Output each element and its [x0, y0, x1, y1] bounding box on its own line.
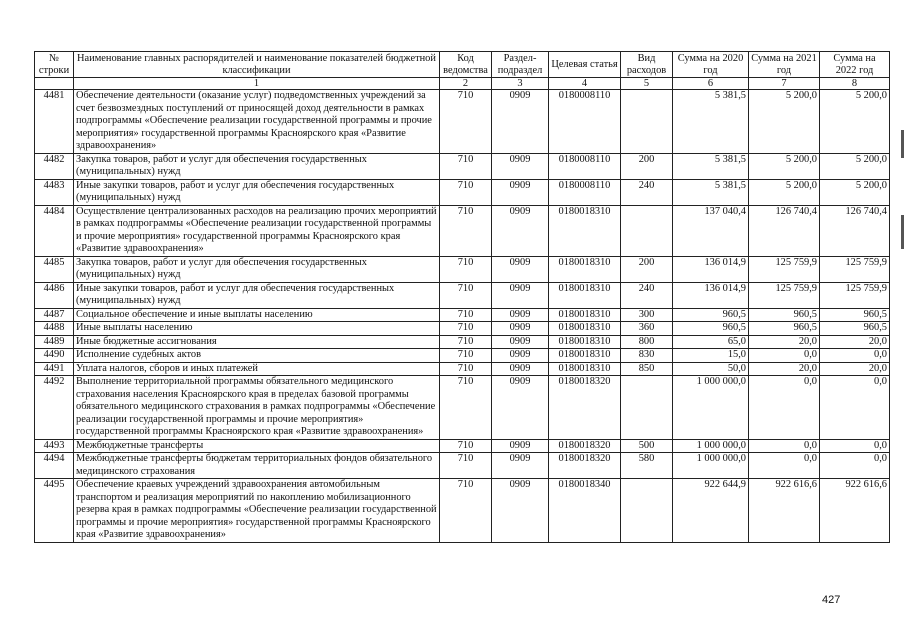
sum-2020: 5 381,5: [673, 90, 749, 154]
sum-2020: 1 000 000,0: [673, 439, 749, 453]
department-code: 710: [440, 282, 492, 308]
sum-2022: 0,0: [820, 453, 890, 479]
target-item: 0180008110: [549, 179, 621, 205]
sum-2020: 50,0: [673, 362, 749, 376]
header-expense-type: Вид расходов: [621, 52, 673, 78]
row-name: Межбюджетные трансферты: [74, 439, 440, 453]
sum-2022: 5 200,0: [820, 153, 890, 179]
sum-2021: 922 616,6: [749, 479, 820, 543]
sum-2021: 126 740,4: [749, 205, 820, 256]
header-department-code: Код ведомства: [440, 52, 492, 78]
expense-type: 300: [621, 308, 673, 322]
row-name: Уплата налогов, сборов и иных платежей: [74, 362, 440, 376]
section-code: 0909: [492, 322, 549, 336]
expense-type: 830: [621, 349, 673, 363]
row-number: 4495: [35, 479, 74, 543]
row-name: Осуществление централизованных расходов на реализацию прочих мероприятий в рамках подпрограммы «Обеспечение реализации государственной программы и прочие мероприятия» государственной программы Красноярского края «Развитие здравоохранения»: [74, 205, 440, 256]
target-item: 0180018310: [549, 282, 621, 308]
target-item: 0180008110: [549, 90, 621, 154]
sum-2021: 0,0: [749, 349, 820, 363]
target-item: 0180018320: [549, 376, 621, 440]
row-number: 4486: [35, 282, 74, 308]
sum-2021: 20,0: [749, 362, 820, 376]
row-name: Социальное обеспечение и иные выплаты населению: [74, 308, 440, 322]
expense-type: 500: [621, 439, 673, 453]
row-number: 4491: [35, 362, 74, 376]
row-name: Обеспечение краевых учреждений здравоохранения автомобильным транспортом и реализация мероприятий по накоплению мобилизационного резерва края в рамках подпрограммы «Обеспечение реализации государственной программы и прочие мероприятия» государственной программы Красноярского края «Развитие здравоохранения»: [74, 479, 440, 543]
department-code: 710: [440, 322, 492, 336]
target-item: 0180018320: [549, 453, 621, 479]
expense-type: 240: [621, 282, 673, 308]
sum-2020: 1 000 000,0: [673, 376, 749, 440]
sum-2020: 922 644,9: [673, 479, 749, 543]
column-number: 3: [492, 78, 549, 90]
target-item: 0180018310: [549, 256, 621, 282]
section-code: 0909: [492, 179, 549, 205]
section-code: 0909: [492, 376, 549, 440]
row-name: Обеспечение деятельности (оказание услуг) подведомственных учреждений за счет безвозмездных поступлений от приносящей доход деятельности в рамках подпрограммы «Обеспечение реализации государственной программы и прочие мероприятия» государственной программы Красноярского края «Развитие здравоохранения»: [74, 90, 440, 154]
table-row: [35, 349, 890, 363]
department-code: 710: [440, 335, 492, 349]
sum-2020: 137 040,4: [673, 205, 749, 256]
target-item: 0180018320: [549, 439, 621, 453]
row-number: 4485: [35, 256, 74, 282]
department-code: 710: [440, 90, 492, 154]
section-code: 0909: [492, 439, 549, 453]
table-row: [35, 322, 890, 336]
row-name: Выполнение территориальной программы обязательного медицинского страхования населения Красноярского края в пределах базовой программы обязательного медицинского страхования в рамках подпрограммы «Обеспечение реализации государственной программы и прочие мероприятия» государственной программы Красноярского края «Развитие здравоохранения»: [74, 376, 440, 440]
sum-2022: 960,5: [820, 322, 890, 336]
section-code: 0909: [492, 282, 549, 308]
sum-2020: 960,5: [673, 322, 749, 336]
section-code: 0909: [492, 362, 549, 376]
sum-2022: 0,0: [820, 376, 890, 440]
department-code: 710: [440, 349, 492, 363]
row-number: 4493: [35, 439, 74, 453]
row-name: Иные закупки товаров, работ и услуг для обеспечения государственных (муниципальных) нужд: [74, 179, 440, 205]
header-sum-2021: Сумма на 2021 год: [749, 52, 820, 78]
row-number: 4481: [35, 90, 74, 154]
row-number: 4489: [35, 335, 74, 349]
expense-type: [621, 376, 673, 440]
section-code: 0909: [492, 256, 549, 282]
section-code: 0909: [492, 479, 549, 543]
sum-2022: 922 616,6: [820, 479, 890, 543]
header-row: [35, 52, 890, 78]
sum-2022: 125 759,9: [820, 282, 890, 308]
table-row: [35, 282, 890, 308]
column-number-row: [35, 78, 890, 90]
target-item: 0180018310: [549, 335, 621, 349]
section-code: 0909: [492, 335, 549, 349]
table-row: [35, 308, 890, 322]
sum-2020: 136 014,9: [673, 256, 749, 282]
row-name: Исполнение судебных актов: [74, 349, 440, 363]
sum-2021: 5 200,0: [749, 90, 820, 154]
sum-2022: 5 200,0: [820, 90, 890, 154]
column-number: [35, 78, 74, 90]
row-name: Иные закупки товаров, работ и услуг для обеспечения государственных (муниципальных) нужд: [74, 282, 440, 308]
sum-2020: 5 381,5: [673, 179, 749, 205]
expense-type: 200: [621, 256, 673, 282]
sum-2021: 20,0: [749, 335, 820, 349]
row-number: 4487: [35, 308, 74, 322]
column-number: 1: [74, 78, 440, 90]
expense-type: 360: [621, 322, 673, 336]
sum-2022: 5 200,0: [820, 179, 890, 205]
table-row: [35, 256, 890, 282]
column-number: 8: [820, 78, 890, 90]
department-code: 710: [440, 308, 492, 322]
target-item: 0180008110: [549, 153, 621, 179]
header-section: Раздел-подраздел: [492, 52, 549, 78]
target-item: 0180018310: [549, 349, 621, 363]
row-number: 4488: [35, 322, 74, 336]
row-number: 4494: [35, 453, 74, 479]
table-body: [35, 90, 890, 543]
sum-2021: 5 200,0: [749, 153, 820, 179]
sum-2022: 0,0: [820, 349, 890, 363]
header-name: Наименование главных распорядителей и наименование показателей бюджетной классификации: [74, 52, 440, 78]
table-row: [35, 453, 890, 479]
table-row: [35, 439, 890, 453]
sum-2021: 960,5: [749, 308, 820, 322]
header-row-number: № строки: [35, 52, 74, 78]
target-item: 0180018310: [549, 308, 621, 322]
sum-2022: 960,5: [820, 308, 890, 322]
sum-2022: 126 740,4: [820, 205, 890, 256]
column-number: 5: [621, 78, 673, 90]
section-code: 0909: [492, 205, 549, 256]
sum-2020: 960,5: [673, 308, 749, 322]
department-code: 710: [440, 376, 492, 440]
row-name: Закупка товаров, работ и услуг для обеспечения государственных (муниципальных) нужд: [74, 256, 440, 282]
expense-type: [621, 205, 673, 256]
table-row: [35, 179, 890, 205]
section-code: 0909: [492, 349, 549, 363]
expense-type: [621, 479, 673, 543]
department-code: 710: [440, 153, 492, 179]
row-number: 4483: [35, 179, 74, 205]
budget-table: [34, 51, 890, 543]
section-code: 0909: [492, 308, 549, 322]
header-sum-2020: Сумма на 2020 год: [673, 52, 749, 78]
table-row: [35, 479, 890, 543]
table-row: [35, 90, 890, 154]
row-number: 4482: [35, 153, 74, 179]
expense-type: 240: [621, 179, 673, 205]
header-sum-2022: Сумма на 2022 год: [820, 52, 890, 78]
table-row: [35, 205, 890, 256]
department-code: 710: [440, 453, 492, 479]
sum-2021: 0,0: [749, 376, 820, 440]
department-code: 710: [440, 439, 492, 453]
row-name: Иные выплаты населению: [74, 322, 440, 336]
section-code: 0909: [492, 453, 549, 479]
expense-type: 200: [621, 153, 673, 179]
sum-2021: 960,5: [749, 322, 820, 336]
target-item: 0180018310: [549, 322, 621, 336]
department-code: 710: [440, 362, 492, 376]
table-row: [35, 335, 890, 349]
sum-2021: 0,0: [749, 453, 820, 479]
sum-2022: 125 759,9: [820, 256, 890, 282]
target-item: 0180018310: [549, 205, 621, 256]
expense-type: 850: [621, 362, 673, 376]
sum-2020: 1 000 000,0: [673, 453, 749, 479]
sum-2021: 125 759,9: [749, 282, 820, 308]
expense-type: 800: [621, 335, 673, 349]
sum-2022: 0,0: [820, 439, 890, 453]
row-number: 4484: [35, 205, 74, 256]
sum-2020: 136 014,9: [673, 282, 749, 308]
sum-2020: 5 381,5: [673, 153, 749, 179]
target-item: 0180018310: [549, 362, 621, 376]
sum-2020: 65,0: [673, 335, 749, 349]
sum-2021: 0,0: [749, 439, 820, 453]
sum-2021: 125 759,9: [749, 256, 820, 282]
row-name: Межбюджетные трансферты бюджетам территориальных фондов обязательного медицинского страхования: [74, 453, 440, 479]
column-number: 7: [749, 78, 820, 90]
expense-type: [621, 90, 673, 154]
department-code: 710: [440, 179, 492, 205]
sum-2021: 5 200,0: [749, 179, 820, 205]
table-row: [35, 153, 890, 179]
column-number: 2: [440, 78, 492, 90]
table-row: [35, 376, 890, 440]
table-row: [35, 362, 890, 376]
page-number: 427: [822, 594, 841, 606]
expense-type: 580: [621, 453, 673, 479]
row-name: Иные бюджетные ассигнования: [74, 335, 440, 349]
department-code: 710: [440, 256, 492, 282]
department-code: 710: [440, 479, 492, 543]
section-code: 0909: [492, 90, 549, 154]
row-number: 4492: [35, 376, 74, 440]
header-target-item: Целевая статья: [549, 52, 621, 78]
sum-2020: 15,0: [673, 349, 749, 363]
row-number: 4490: [35, 349, 74, 363]
column-number: 6: [673, 78, 749, 90]
department-code: 710: [440, 205, 492, 256]
sum-2022: 20,0: [820, 362, 890, 376]
section-code: 0909: [492, 153, 549, 179]
sum-2022: 20,0: [820, 335, 890, 349]
column-number: 4: [549, 78, 621, 90]
row-name: Закупка товаров, работ и услуг для обеспечения государственных (муниципальных) нужд: [74, 153, 440, 179]
target-item: 0180018340: [549, 479, 621, 543]
